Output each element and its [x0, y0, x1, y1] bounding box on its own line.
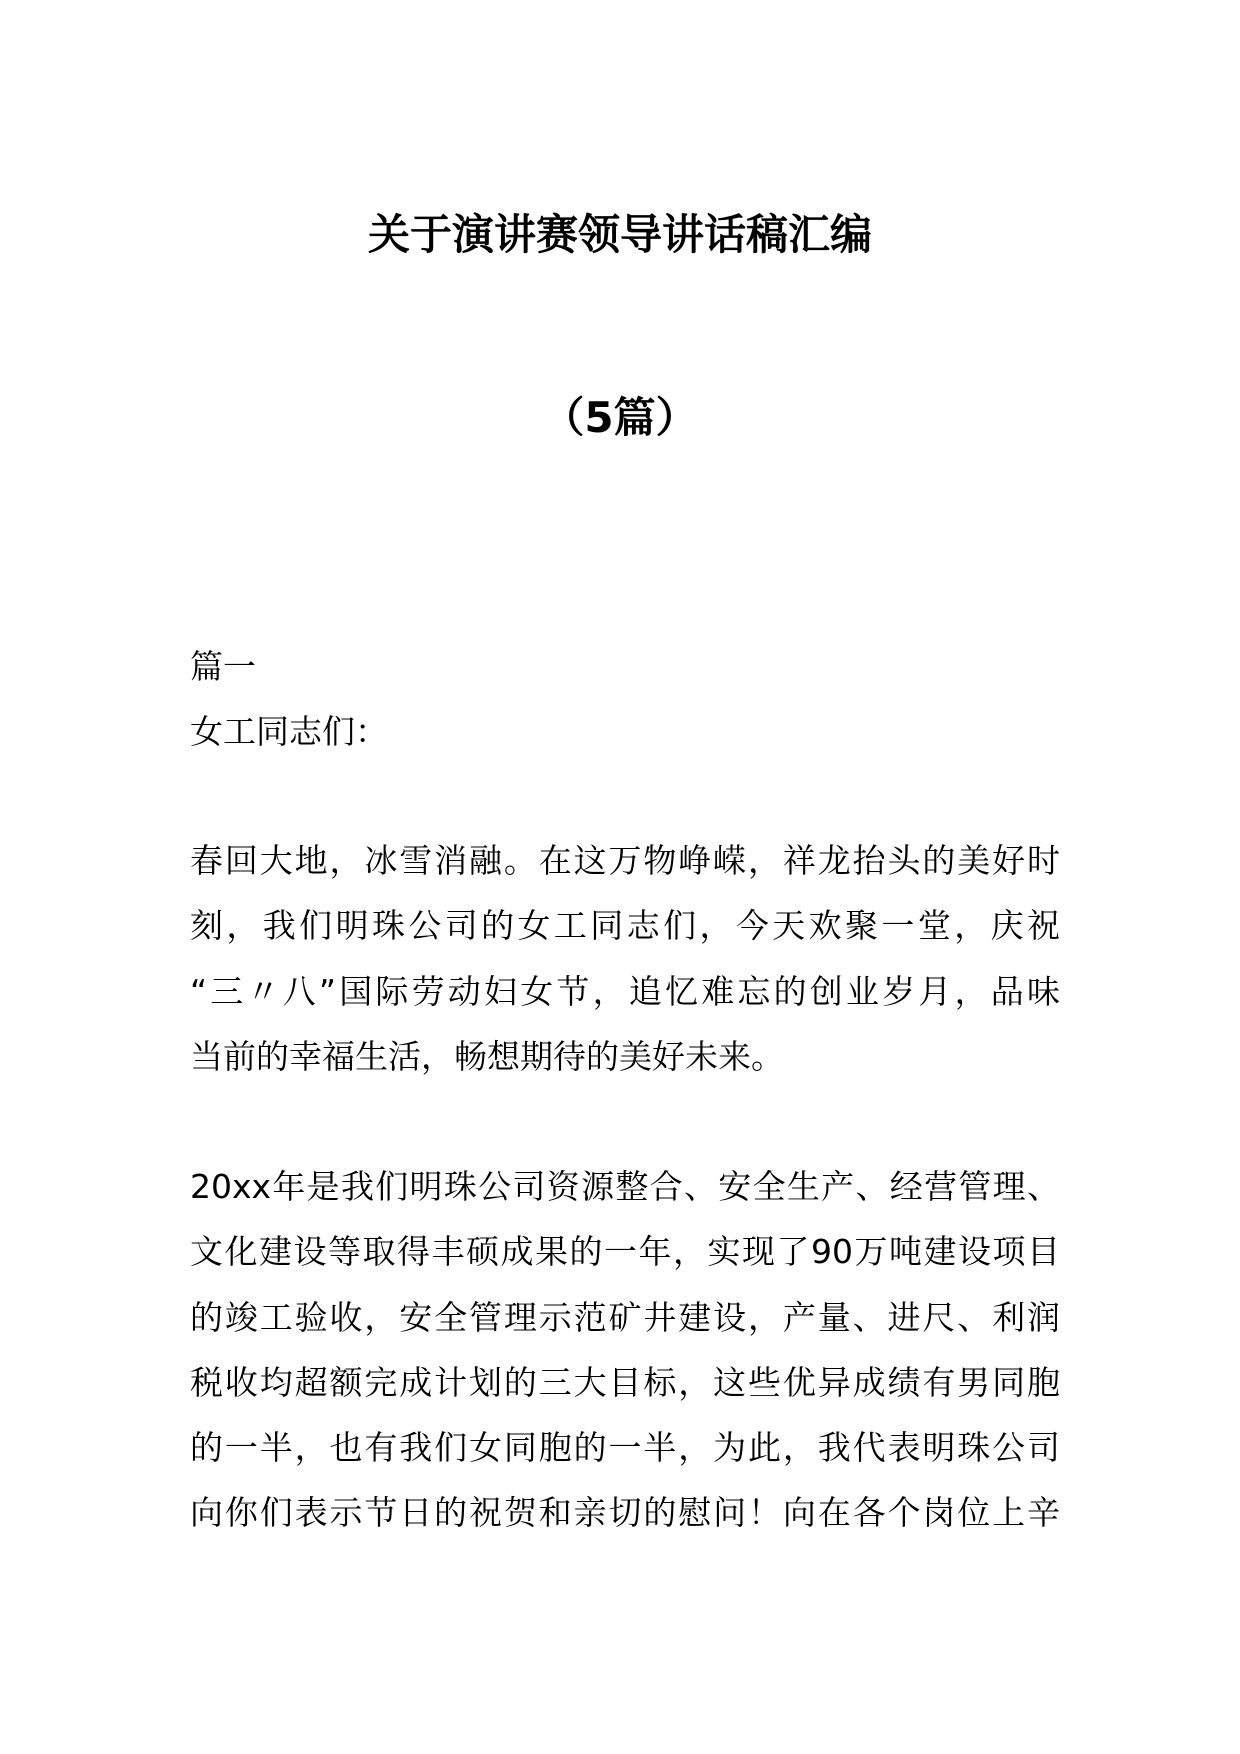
paragraph-line: 向你们表示节日的祝贺和亲切的慰问！向在各个岗位上辛: [190, 1493, 1060, 1532]
document-subtitle: （5篇）: [542, 393, 698, 442]
paragraph-line: “三〃八”国际劳动妇女节，追忆难忘的创业岁月，品味: [190, 972, 1060, 1011]
paragraph-line: 的一半，也有我们女同胞的一半，为此，我代表明珠公司: [190, 1428, 1060, 1467]
paragraph-line: 20xx年是我们明珠公司资源整合、安全生产、经营管理、: [190, 1167, 1060, 1206]
paragraph-line: 当前的幸福生活，畅想期待的美好未来。: [190, 1037, 784, 1076]
section-label: 篇一: [190, 647, 256, 686]
document-title: 关于演讲赛领导讲话稿汇编: [367, 210, 872, 259]
salutation: 女工同志们：: [190, 712, 388, 751]
paragraph-line: 春回大地，冰雪消融。在这万物峥嵘，祥龙抬头的美好时: [190, 841, 1060, 880]
paragraph-line: 刻，我们明珠公司的女工同志们，今天欢聚一堂，庆祝: [190, 906, 1060, 945]
paragraph-line: 税收均超额完成计划的三大目标，这些优异成绩有男同胞: [190, 1363, 1060, 1402]
paragraph-line: 文化建设等取得丰硕成果的一年，实现了90万吨建设项目: [190, 1232, 1060, 1271]
paragraph-line: 的竣工验收，安全管理示范矿井建设，产量、进尺、利润: [190, 1298, 1060, 1337]
